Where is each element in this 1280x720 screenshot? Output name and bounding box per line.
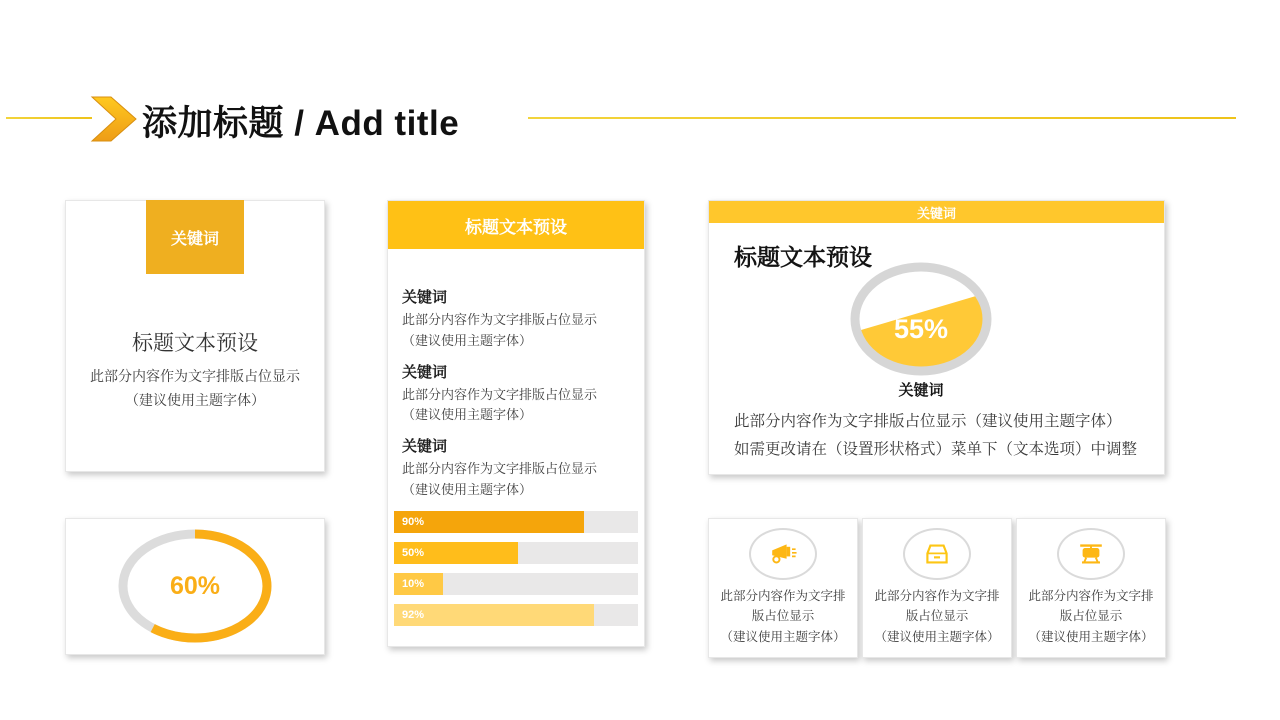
body-line: （建议使用主题字体） xyxy=(402,481,533,497)
body-line: （建议使用主题字体） xyxy=(402,332,533,348)
title-divider-right xyxy=(528,117,1236,119)
gauge-value-label: 55% xyxy=(893,314,949,344)
donut-value-label: 60% xyxy=(169,572,221,600)
body-line: 此部分内容作为文字排版占位显示 xyxy=(90,368,300,384)
bar-fill: 10% xyxy=(394,573,443,595)
body-line: （建议使用主题字体） xyxy=(720,629,846,644)
chevron-right-icon xyxy=(90,96,140,147)
drawer-icon xyxy=(923,542,951,566)
helicopter-icon xyxy=(1076,542,1106,566)
bar-track xyxy=(394,573,638,595)
bar-chart xyxy=(394,511,638,626)
card-body xyxy=(734,408,1137,464)
info-card-announce xyxy=(708,518,858,658)
body-line: （建议使用主题字体） xyxy=(402,407,533,423)
list-item xyxy=(402,361,630,427)
list-card xyxy=(387,200,645,647)
list-groups xyxy=(388,249,644,501)
body-line: 此部分内容作为文字排版占位显示（建议使用主题字体） xyxy=(734,413,1122,430)
bar-fill: 92% xyxy=(394,604,594,626)
icon-circle xyxy=(1057,528,1125,580)
body-line: （建议使用主题字体） xyxy=(125,391,265,408)
bar-track xyxy=(394,542,638,564)
body-line: 此部分内容作为文字排版占位显示 xyxy=(402,461,598,477)
body-line: （建议使用主题字体） xyxy=(1028,629,1154,644)
bar-track xyxy=(394,511,638,533)
page-title: 添加标题 / Add title xyxy=(142,104,460,143)
card-heading: 标题文本预设 xyxy=(734,244,872,270)
info-card-helicopter xyxy=(1016,518,1166,658)
megaphone-icon xyxy=(768,542,798,566)
info-card-archive xyxy=(862,518,1012,658)
title-divider-left xyxy=(6,117,92,119)
bar-fill: 90% xyxy=(394,511,584,533)
body-line: 此部分内容作为文字排 xyxy=(720,589,846,603)
bar-track xyxy=(394,604,638,626)
card-header: 标题文本预设 xyxy=(388,201,644,249)
body-line: 此部分内容作为文字排 xyxy=(1028,589,1154,603)
body-line: 版占位显示 xyxy=(905,609,969,624)
card-header: 关键词 xyxy=(709,201,1164,223)
body-line: 此部分内容作为文字排 xyxy=(874,589,1000,603)
keyword-label: 关键词 xyxy=(402,363,448,381)
list-item xyxy=(402,286,630,352)
body-line: 此部分内容作为文字排版占位显示 xyxy=(402,386,598,402)
gauge-card xyxy=(708,200,1165,475)
bar-fill: 50% xyxy=(394,542,518,564)
keyword-label: 关键词 xyxy=(402,289,448,306)
keyword-badge: 关键词 xyxy=(146,200,244,274)
icon-circle xyxy=(749,528,817,580)
list-item xyxy=(402,435,630,501)
donut-chart-card xyxy=(65,518,325,655)
body-line: 如需更改请在（设置形状格式）菜单下（文本选项）中调整 xyxy=(734,441,1138,458)
card-body xyxy=(66,365,324,413)
body-line: 版占位显示 xyxy=(751,609,815,624)
keyword-label: 关键词 xyxy=(402,438,448,456)
body-line: （建议使用主题字体） xyxy=(874,629,1000,644)
icon-circle xyxy=(903,528,971,580)
body-line: 版占位显示 xyxy=(1059,609,1123,624)
keyword-card xyxy=(65,200,325,472)
gauge-caption: 关键词 xyxy=(898,382,944,399)
donut-chart xyxy=(71,524,319,649)
body-line: 此部分内容作为文字排版占位显示 xyxy=(402,312,598,327)
card-heading: 标题文本预设 xyxy=(132,332,258,355)
gauge-chart xyxy=(841,259,1001,379)
